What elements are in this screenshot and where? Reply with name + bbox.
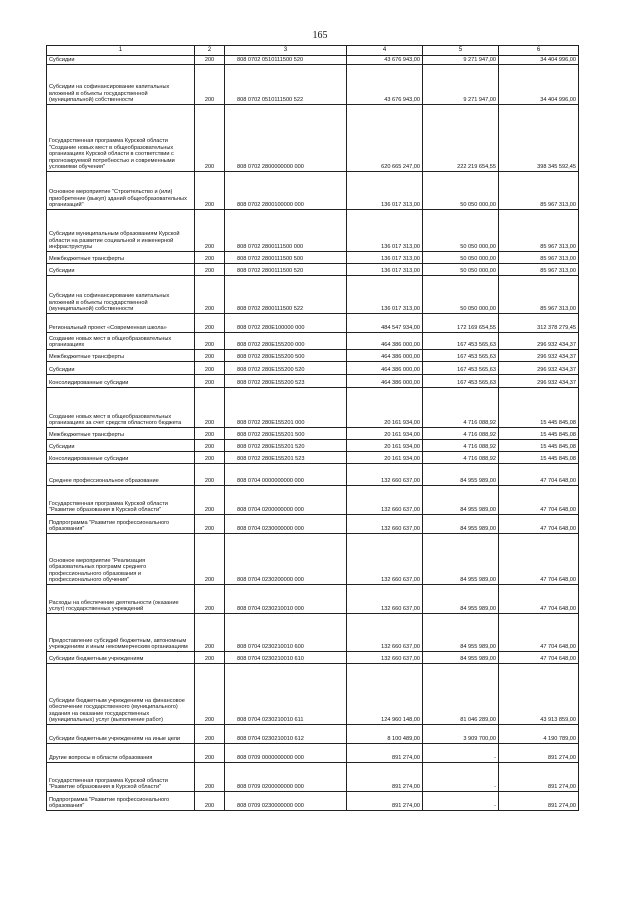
row-classification-cell: 808 0702 2800111500 500 [225,252,347,264]
row-classification-cell: 808 0702 2800000000 000 [225,105,347,172]
row-value-col4-cell: 464 386 000,00 [347,350,423,362]
row-value-col6-cell: 47 704 648,00 [499,652,579,664]
row-classification-cell: 808 0709 0000000000 000 [225,744,347,763]
row-value-col5-cell: 50 050 000,00 [423,252,499,264]
row-value-col6-cell: 398 345 592,45 [499,105,579,172]
header-cell-3: 3 [225,46,347,56]
row-name-cell: Межбюджетные трансферты [47,350,195,362]
row-value-col6-cell: 15 445 845,08 [499,452,579,464]
row-value-col4-cell: 464 386 000,00 [347,375,423,388]
row-value-col6-cell: 891 274,00 [499,763,579,792]
table-row [47,452,579,464]
row-code-cell: 200 [195,252,225,264]
row-value-col5-cell: 84 955 989,00 [423,652,499,664]
table-row [47,375,579,388]
table-row [47,333,579,350]
row-code-cell: 200 [195,276,225,314]
row-value-col5-cell: 50 050 000,00 [423,264,499,276]
row-value-col5-cell: 84 955 989,00 [423,464,499,486]
row-code-cell: 200 [195,452,225,464]
row-classification-cell: 808 0704 0230200000 000 [225,534,347,585]
row-name-cell: Субсидии [47,440,195,452]
row-value-col4-cell: 136 017 313,00 [347,210,423,252]
row-code-cell: 200 [195,388,225,428]
row-value-col4-cell: 43 676 943,00 [347,56,423,65]
row-code-cell: 200 [195,172,225,210]
table-row [47,252,579,264]
row-name-cell: Создание новых мест в общеобразовательных организациях за счет средств областного бюджета [47,388,195,428]
row-value-col5-cell: 84 955 989,00 [423,614,499,652]
row-name-cell: Среднее профессиональное образование [47,464,195,486]
row-value-col4-cell: 43 676 943,00 [347,65,423,105]
row-value-col4-cell: 8 100 489,00 [347,725,423,744]
row-classification-cell: 808 0702 280E155200 520 [225,362,347,375]
row-name-cell: Субсидии муниципальным образованиям Курской области на развитие социальной и инженерной инфраструктуры [47,210,195,252]
row-value-col4-cell: 484 547 934,00 [347,314,423,333]
row-classification-cell: 808 0704 0230000000 000 [225,515,347,534]
row-value-col5-cell: 9 271 947,00 [423,65,499,105]
table-row [47,314,579,333]
row-value-col4-cell: 20 161 934,00 [347,452,423,464]
row-classification-cell: 808 0702 2800100000 000 [225,172,347,210]
row-code-cell: 200 [195,792,225,811]
row-name-cell: Расходы на обеспечение деятельности (оказание услуг) государственных учреждений [47,585,195,614]
row-name-cell: Субсидии бюджетным учреждениям [47,652,195,664]
row-value-col6-cell: 85 967 313,00 [499,210,579,252]
table-row [47,172,579,210]
row-code-cell: 200 [195,440,225,452]
table-row [47,428,579,440]
row-name-cell: Государственная программа Курской области "Развитие образования в Курской области" [47,763,195,792]
table-row [47,276,579,314]
row-classification-cell: 808 0704 0230210010 612 [225,725,347,744]
budget-table [46,45,579,811]
table-row [47,515,579,534]
row-value-col5-cell: 172 169 654,55 [423,314,499,333]
row-value-col4-cell: 136 017 313,00 [347,264,423,276]
row-code-cell: 200 [195,515,225,534]
row-value-col5-cell: 81 046 289,00 [423,664,499,725]
table-row [47,744,579,763]
row-name-cell: Консолидированные субсидии [47,375,195,388]
row-classification-cell: 808 0704 0230210010 000 [225,585,347,614]
row-classification-cell: 808 0702 0510111500 520 [225,56,347,65]
row-name-cell: Подпрограмма "Развитие профессионального образования" [47,515,195,534]
row-name-cell: Межбюджетные трансферты [47,252,195,264]
row-code-cell: 200 [195,428,225,440]
row-code-cell: 200 [195,65,225,105]
row-code-cell: 200 [195,534,225,585]
row-code-cell: 200 [195,652,225,664]
row-classification-cell: 808 0702 280E155200 523 [225,375,347,388]
row-classification-cell: 808 0702 2800111500 000 [225,210,347,252]
row-value-col6-cell: 47 704 648,00 [499,585,579,614]
row-value-col6-cell: 47 704 648,00 [499,464,579,486]
row-value-col6-cell: 85 967 313,00 [499,172,579,210]
row-classification-cell: 808 0702 2800111500 522 [225,276,347,314]
row-value-col5-cell: 167 453 565,63 [423,350,499,362]
row-value-col5-cell: 4 716 088,92 [423,428,499,440]
table-row [47,763,579,792]
row-value-col4-cell: 132 660 637,00 [347,534,423,585]
page-number: 165 [312,30,328,41]
table-header-row [47,46,579,56]
row-name-cell: Создание новых мест в общеобразовательных организациях [47,333,195,350]
table-row [47,534,579,585]
table-row [47,464,579,486]
row-value-col6-cell: 296 932 434,37 [499,333,579,350]
table-body [47,56,579,811]
row-value-col5-cell: 84 955 989,00 [423,515,499,534]
table-row [47,350,579,362]
row-value-col6-cell: 296 932 434,37 [499,375,579,388]
row-name-cell: Субсидии на софинансирование капитальных вложений в объекты государственной (муниципальной) собственности [47,276,195,314]
row-name-cell: Государственная программа Курской области "Развитие образования в Курской области" [47,486,195,515]
row-value-col4-cell: 136 017 313,00 [347,276,423,314]
table-row [47,362,579,375]
row-name-cell: Основное мероприятие "Строительство и (или) приобретение (выкуп) зданий общеобразовательных организаций" [47,172,195,210]
table-row [47,105,579,172]
row-value-col5-cell: - [423,744,499,763]
row-value-col4-cell: 136 017 313,00 [347,172,423,210]
row-classification-cell: 808 0704 0230210010 600 [225,614,347,652]
row-value-col4-cell: 20 161 934,00 [347,428,423,440]
table-row [47,614,579,652]
row-name-cell: Государственная программа Курской области "Создание новых мест в общеобразовательных организациях Курской области в соответствии с прогнозируемой потребностью и современными условиями обучения" [47,105,195,172]
row-code-cell: 200 [195,333,225,350]
table-row [47,725,579,744]
row-value-col5-cell: 84 955 989,00 [423,585,499,614]
row-classification-cell: 808 0704 0200000000 000 [225,486,347,515]
row-classification-cell: 808 0702 280E100000 000 [225,314,347,333]
row-value-col4-cell: 132 660 637,00 [347,585,423,614]
row-value-col5-cell: - [423,763,499,792]
row-classification-cell: 808 0702 280E155201 000 [225,388,347,428]
table-row [47,486,579,515]
row-value-col4-cell: 20 161 934,00 [347,440,423,452]
row-value-col5-cell: 3 909 700,00 [423,725,499,744]
header-cell-5: 5 [423,46,499,56]
row-name-cell: Субсидии бюджетным учреждениям на финансовое обеспечение государственного (муниципального) задания на оказание государственных (муниципальных) услуг (выполнение работ) [47,664,195,725]
table-row [47,664,579,725]
row-code-cell: 200 [195,210,225,252]
table-row [47,56,579,65]
row-code-cell: 200 [195,362,225,375]
row-value-col6-cell: 15 445 845,08 [499,440,579,452]
row-classification-cell: 808 0702 280E155201 500 [225,428,347,440]
row-name-cell: Региональный проект «Современная школа» [47,314,195,333]
row-code-cell: 200 [195,105,225,172]
row-value-col5-cell: 4 716 088,92 [423,388,499,428]
row-value-col6-cell: 47 704 648,00 [499,534,579,585]
row-value-col5-cell: 4 716 088,92 [423,452,499,464]
row-value-col4-cell: 891 274,00 [347,792,423,811]
row-name-cell: Предоставление субсидий бюджетным, автономным учреждениям и иным некоммерческим организациям [47,614,195,652]
row-name-cell: Субсидии [47,264,195,276]
row-value-col5-cell: 50 050 000,00 [423,172,499,210]
table-row [47,440,579,452]
row-value-col4-cell: 132 660 637,00 [347,652,423,664]
row-classification-cell: 808 0702 280E155200 000 [225,333,347,350]
row-value-col5-cell: 167 453 565,63 [423,333,499,350]
row-value-col6-cell: 85 967 313,00 [499,252,579,264]
row-code-cell: 200 [195,763,225,792]
row-value-col6-cell: 85 967 313,00 [499,276,579,314]
row-value-col5-cell: 50 050 000,00 [423,276,499,314]
row-code-cell: 200 [195,725,225,744]
row-value-col6-cell: 34 404 996,00 [499,65,579,105]
header-cell-2: 2 [195,46,225,56]
row-code-cell: 200 [195,264,225,276]
row-value-col5-cell: - [423,792,499,811]
row-value-col4-cell: 464 386 000,00 [347,362,423,375]
row-value-col6-cell: 891 274,00 [499,744,579,763]
row-value-col6-cell: 34 404 996,00 [499,56,579,65]
row-value-col6-cell: 312 378 279,45 [499,314,579,333]
row-value-col4-cell: 891 274,00 [347,744,423,763]
row-value-col6-cell: 85 967 313,00 [499,264,579,276]
row-value-col6-cell: 43 913 859,00 [499,664,579,725]
row-code-cell: 200 [195,486,225,515]
row-value-col5-cell: 167 453 565,63 [423,375,499,388]
row-value-col4-cell: 132 660 637,00 [347,515,423,534]
row-value-col6-cell: 296 932 434,37 [499,350,579,362]
row-code-cell: 200 [195,744,225,763]
row-value-col4-cell: 124 960 148,00 [347,664,423,725]
row-value-col6-cell: 4 190 789,00 [499,725,579,744]
row-value-col5-cell: 84 955 989,00 [423,486,499,515]
row-code-cell: 200 [195,614,225,652]
table-row [47,585,579,614]
row-value-col4-cell: 891 274,00 [347,763,423,792]
row-code-cell: 200 [195,585,225,614]
row-value-col4-cell: 464 386 000,00 [347,333,423,350]
row-classification-cell: 808 0704 0230210010 611 [225,664,347,725]
row-value-col5-cell: 222 219 654,55 [423,105,499,172]
row-name-cell: Другие вопросы в области образования [47,744,195,763]
row-value-col5-cell: 50 050 000,00 [423,210,499,252]
header-cell-4: 4 [347,46,423,56]
row-classification-cell: 808 0709 0230000000 000 [225,792,347,811]
row-value-col5-cell: 9 271 947,00 [423,56,499,65]
row-name-cell: Основное мероприятие "Реализация образовательных программ среднего профессионального образования и профессионального обучения" [47,534,195,585]
table-row [47,210,579,252]
row-classification-cell: 808 0702 280E155201 520 [225,440,347,452]
row-value-col4-cell: 20 161 934,00 [347,388,423,428]
row-value-col5-cell: 167 453 565,63 [423,362,499,375]
row-value-col4-cell: 132 660 637,00 [347,486,423,515]
row-classification-cell: 808 0702 0510111500 522 [225,65,347,105]
row-value-col4-cell: 132 660 637,00 [347,614,423,652]
row-classification-cell: 808 0709 0200000000 000 [225,763,347,792]
table-row [47,792,579,811]
row-name-cell: Субсидии [47,56,195,65]
row-value-col4-cell: 136 017 313,00 [347,252,423,264]
row-name-cell: Подпрограмма "Развитие профессионального образования" [47,792,195,811]
row-code-cell: 200 [195,375,225,388]
row-classification-cell: 808 0702 280E155200 500 [225,350,347,362]
row-code-cell: 200 [195,56,225,65]
row-name-cell: Консолидированные субсидии [47,452,195,464]
row-code-cell: 200 [195,464,225,486]
row-value-col5-cell: 4 716 088,92 [423,440,499,452]
table-row [47,264,579,276]
row-value-col4-cell: 620 665 247,00 [347,105,423,172]
header-cell-1: 1 [47,46,195,56]
row-name-cell: Субсидии [47,362,195,375]
row-value-col6-cell: 47 704 648,00 [499,614,579,652]
row-value-col6-cell: 891 274,00 [499,792,579,811]
row-value-col6-cell: 47 704 648,00 [499,486,579,515]
row-classification-cell: 808 0704 0000000000 000 [225,464,347,486]
row-name-cell: Субсидии на софинансирование капитальных вложений в объекты государственной (муниципальной) собственности [47,65,195,105]
table-row [47,388,579,428]
row-value-col4-cell: 132 660 637,00 [347,464,423,486]
row-value-col5-cell: 84 955 989,00 [423,534,499,585]
row-code-cell: 200 [195,664,225,725]
row-value-col6-cell: 15 445 845,08 [499,388,579,428]
row-name-cell: Субсидии бюджетным учреждениям на иные цели [47,725,195,744]
row-classification-cell: 808 0704 0230210010 610 [225,652,347,664]
row-code-cell: 200 [195,350,225,362]
table-row [47,652,579,664]
row-name-cell: Межбюджетные трансферты [47,428,195,440]
table-row [47,65,579,105]
row-code-cell: 200 [195,314,225,333]
row-value-col6-cell: 296 932 434,37 [499,362,579,375]
row-classification-cell: 808 0702 2800111500 520 [225,264,347,276]
row-value-col6-cell: 15 445 845,08 [499,428,579,440]
header-cell-6: 6 [499,46,579,56]
row-value-col6-cell: 47 704 648,00 [499,515,579,534]
row-classification-cell: 808 0702 280E155201 523 [225,452,347,464]
